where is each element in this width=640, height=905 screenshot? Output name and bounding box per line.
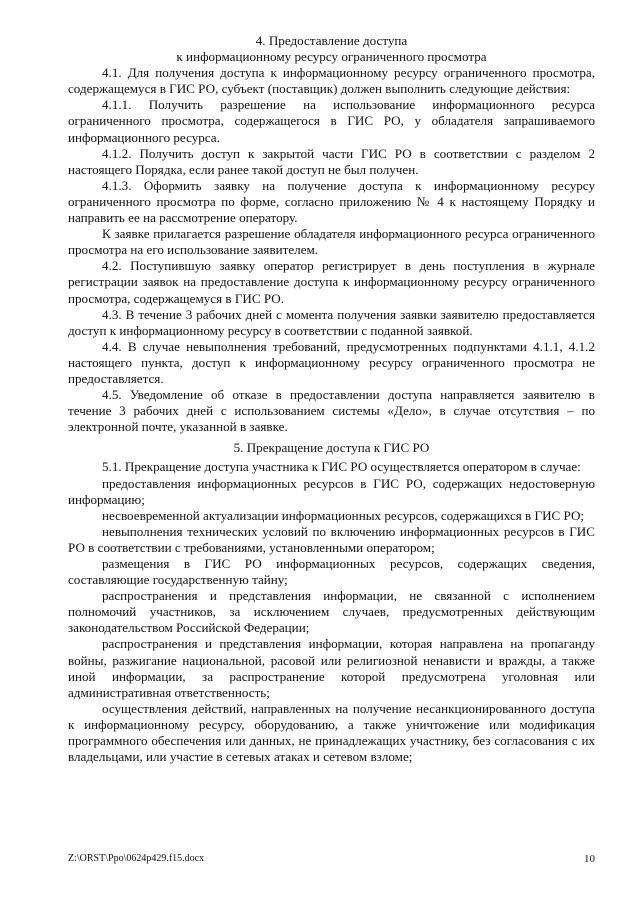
list-item-inaccurate-info: предоставления информационных ресурсов в ГИС РО, содержащих недостоверную информацию;: [68, 475, 595, 507]
paragraph-4-1-1: 4.1.1. Получить разрешение на использование информационного ресурса ограниченного просмотра, содержащегося в ГИС РО, у обладателя запрашиваемого информационного ресурса.: [68, 97, 595, 145]
paragraph-4-1-2: 4.1.2. Получить доступ к закрытой части ГИС РО в соответствии с разделом 2 настоящего Порядка, если ранее такой доступ не был получен.: [68, 145, 595, 177]
section-4-title-line-2: к информационному ресурсу ограниченного просмотра: [176, 49, 487, 65]
list-item-unauthorized-access: осуществления действий, направленных на получение несанкционированного доступа к информационному ресурсу, оборудованию, а также уничтожение или модификация программного обеспечения или данных, не принадлежащих участнику, без согласования с их владельцами, или участие в сетевых атаках и сетевом взломе;: [68, 700, 595, 765]
page-number: 10: [584, 853, 595, 865]
list-item-prohibited-info: распространения и представления информации, которая направлена на пропаганду войны, разжигание национальной, расовой или религиозной ненависти и вражды, а также иной информации, за распространение которой предусмотрена уголовная или административная ответственность;: [68, 636, 595, 700]
paragraph-4-attachment: К заявке прилагается разрешение обладателя информационного ресурса ограниченного просмотра на его использование заявителем.: [68, 226, 595, 258]
list-item-untimely-update: несвоевременной актуализации информационных ресурсов, содержащихся в ГИС РО;: [102, 507, 585, 523]
list-item-unrelated-info: распространения и представления информации, не связанной с исполнением полномочий участников, за исключением случаев, предусмотренных действующим законодательством Российской Федерации;: [68, 588, 595, 636]
paragraph-4-1-3: 4.1.3. Оформить заявку на получение доступа к информационному ресурсу ограниченного просмотра по форме, согласно приложению № 4 к настоящему Порядку и направить ее на рассмотрение оператору.: [68, 177, 595, 226]
footer-file-path: Z:\ORST\Ppo\0624p429.f15.docx: [68, 853, 205, 864]
paragraph-5-1: 5.1. Прекращение доступа участника к ГИС РО осуществляется оператором в случае:: [102, 459, 581, 475]
section-4-title: [68, 33, 595, 65]
paragraph-4-2: 4.2. Поступившую заявку оператор регистрирует в день поступления в журнале регистрации заявок на предоставление доступа к информационному ресурсу ограниченного просмотра, содержащемуся в ГИС РО.: [68, 258, 595, 306]
section-5-title: 5. Прекращение доступа к ГИС РО: [233, 440, 430, 456]
list-item-state-secret: размещения в ГИС РО информационных ресурсов, содержащих сведения, составляющие государственную тайну;: [68, 556, 595, 588]
paragraph-4-4: 4.4. В случае невыполнения требований, предусмотренных подпунктами 4.1.1, 4.1.2 настоящего пункта, доступ к информационному ресурсу ограниченного просмотра не предоставляется.: [68, 338, 595, 386]
list-item-technical-conditions: невыполнения технических условий по включению информационных ресурсов в ГИС РО в соответствии с требованиями, установленными оператором;: [68, 523, 595, 555]
section-4-title-line-1: 4. Предоставление доступа: [255, 33, 408, 48]
document-body: [68, 33, 595, 765]
paragraph-4-1: 4.1. Для получения доступа к информационному ресурсу ограниченного просмотра, содержащемуся в ГИС РО, субъект (поставщик) должен выполнить следующие действия:: [68, 65, 595, 97]
paragraph-4-3: 4.3. В течение 3 рабочих дней с момента получения заявки заявителю предоставляется доступ к информационному ресурсу в соответствии с поданной заявкой.: [68, 306, 595, 338]
paragraph-4-5: 4.5. Уведомление об отказе в предоставлении доступа направляется заявителю в течение 3 рабочих дней с использованием системы «Дело», в случае отсутствия – по электронной почте, указанной в заявке.: [68, 387, 595, 435]
